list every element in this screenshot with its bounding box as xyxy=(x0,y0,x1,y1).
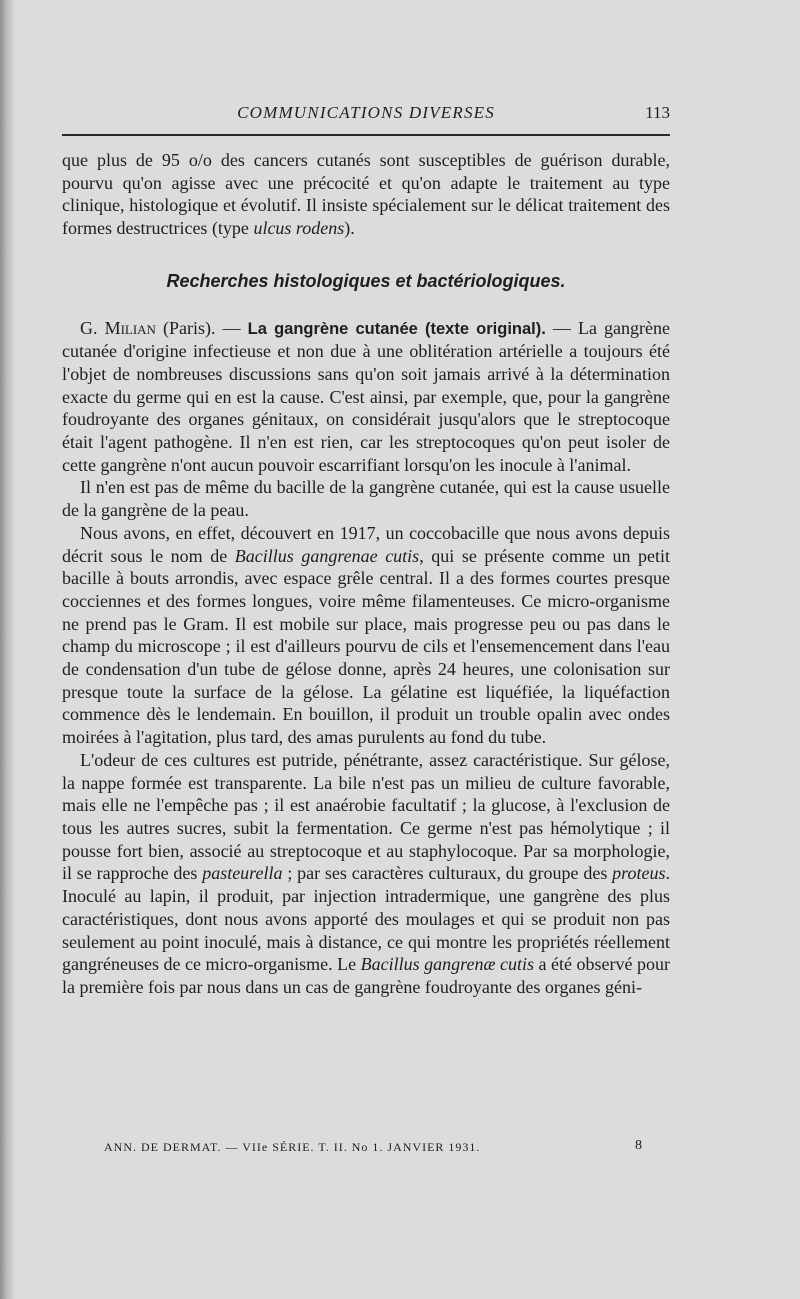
text-run: . Inoculé au lapin, il produit, par injection intradermique, une gangrène des plus caractéristiques, dont nous avons apporté des moulages et qui se produit non pas seulement au point inoculé, mais à distance, ce qui montre les propriétés réellement gangréneuses de ce micro-organisme. Le xyxy=(62,863,670,975)
paragraph xyxy=(62,749,670,999)
body-text xyxy=(62,149,670,999)
text-run: L'odeur de ces cultures est putride, pénétrante, assez caractéristique. Sur gélose, la nappe formée est transparente. La bile n'est pas un milieu de culture favorable, mais elle ne l'empêche pas ; il est anaérobie facultatif ; la glucose, à l'exclusion de tous les autres sucres, subit la fermentation. Ce germe n'est pas hémolytique ; il pousse fort bien, associé au streptocoque et au staphylocoque. Par sa morphologie, il se rapproche des xyxy=(62,749,670,884)
header-rule xyxy=(62,134,670,136)
text-run: ; par ses caractères culturaux, du groupe des xyxy=(282,863,613,884)
author-name: G. Milian xyxy=(80,317,156,338)
italic-run: ulcus rodens xyxy=(253,218,345,239)
text-run: que plus de 95 o/o des cancers cutanés sont susceptibles de guérison durable, pourvu qu'on agisse avec une précocité et qu'on adapte le traitement au type clinique, histologique et évolutif. Il insiste spécialement sur le délicat traitement des formes destructrices (type xyxy=(62,150,670,239)
page-footer xyxy=(104,1140,642,1155)
italic-run: pasteurella xyxy=(202,863,283,884)
page-header xyxy=(62,103,670,127)
book-spine-shadow xyxy=(0,0,14,1299)
author-location: (Paris). — xyxy=(155,317,248,338)
article-title: La gangrène cutanée (texte original). xyxy=(247,319,546,338)
text-run: a été observé pour la première fois par nous dans un cas de gangrène foudroyante des organes géni- xyxy=(62,954,670,997)
italic-run: Bacillus gangrenae cutis xyxy=(234,545,420,566)
paragraph: Il n'en est pas de même du bacille de la gangrène cutanée, qui est la cause usuelle de la gangrène de la peau. xyxy=(62,477,670,521)
text-run: , qui se présente comme un petit bacille à bouts arrondis, avec espace grêle central. Il a des formes courtes presque cocciennes et des formes longues, voire même filamenteuses. Ce micro-organisme ne prend pas le Gram. Il est mobile sur place, mais progresse peu ou pas dans le champ du microscope ; il est d'ailleurs pourvu de cils et l'ensemencement dans l'eau de condensation d'un tube de gélose donne, après 24 heures, une colonisation sur presque toute la surface de la gélose. La gélatine est liquéfiée, la liquéfaction commence dès le lendemain. En bouillon, il produit un trouble opalin avec ondes moirées à l'agitation, plus tard, des amas purulents au fond du tube. xyxy=(62,545,670,748)
text-run: Nous avons, en effet, découvert en 1917, un coccobacille que nous avons depuis décrit sous le nom de xyxy=(62,522,670,566)
running-head: COMMUNICATIONS DIVERSES xyxy=(237,103,495,122)
italic-run: proteus xyxy=(612,863,666,884)
text-run: ). xyxy=(344,218,355,239)
page-number: 113 xyxy=(645,103,670,122)
paragraph xyxy=(62,149,670,240)
italic-run: Bacillus gangrenæ cutis xyxy=(360,954,534,975)
section-title: Recherches histologiques et bactériologiques. xyxy=(166,270,566,291)
signature-mark: 8 xyxy=(635,1138,642,1153)
text-run: — La gangrène cutanée d'origine infectieuse et non due à une oblitération artérielle a toujours été l'objet de nombreuses discussions sans qu'on soit jamais arrivé à la détermination exacte du germe qui en est la cause. C'est ainsi, par exemple, que, pour la gangrène foudroyante des organes génitaux, on considérait jusqu'alors que le streptocoque était l'agent pathogène. Il n'en est rien, car les streptocoques qu'on peut isoler de cette gangrène n'ont aucun pouvoir escarrifiant lorsqu'on les inocule à l'animal. xyxy=(62,317,670,475)
journal-citation: ANN. DE DERMAT. — VIIe SÉRIE. T. II. No 1. JANVIER 1931. xyxy=(104,1140,481,1154)
article-intro-paragraph xyxy=(62,317,670,477)
paragraph xyxy=(62,522,670,749)
